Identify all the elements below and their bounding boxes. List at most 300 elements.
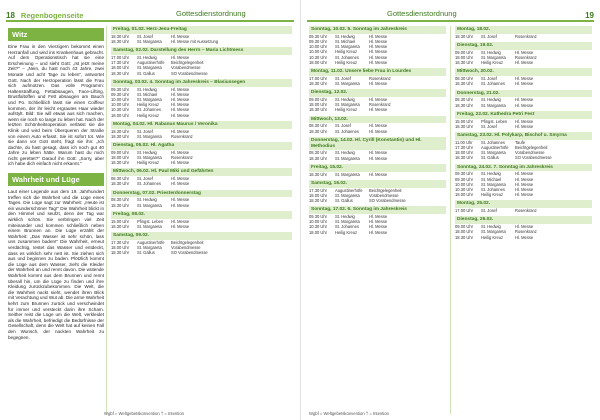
service-church: St. Margareta bbox=[137, 39, 162, 44]
day-heading: Mittwoch, 20.02. bbox=[455, 68, 592, 76]
service-church: St. Johannes bbox=[481, 187, 505, 193]
service-type: Hl. Messe bbox=[171, 128, 190, 134]
service-church: St. Margareta bbox=[335, 81, 360, 87]
service-church: St. Josef bbox=[335, 75, 351, 81]
service-church: St. Gallus bbox=[137, 70, 155, 76]
service-church: St. Margareta bbox=[481, 181, 506, 187]
service-type: Hl. Messe bbox=[171, 176, 190, 182]
service-type: Hl. Messe bbox=[369, 219, 388, 225]
service-church: Heilig Kreuz bbox=[335, 49, 358, 55]
service-church: St. Hedwig bbox=[481, 224, 501, 230]
day-heading: Sonntag, 17.02. 6. Sonntag im Jahreskreis bbox=[309, 206, 446, 214]
service-church: St. Margareta bbox=[137, 245, 162, 251]
service-type: Hl. Messe bbox=[171, 223, 190, 229]
day-heading: Montag, 25.02. bbox=[455, 200, 592, 208]
service-church: Augustinerhöfe bbox=[137, 60, 165, 66]
service-type: Hl. Messe bbox=[515, 81, 534, 87]
service-church: Heilig Kreuz bbox=[335, 59, 358, 65]
service-church: St. Josef bbox=[481, 208, 497, 214]
service-time: 18.00 Uhr bbox=[309, 192, 327, 198]
service-church: St. Margareta bbox=[335, 44, 360, 50]
service-time: 09.00 Uhr bbox=[309, 97, 327, 103]
service-type: SO Vorabendmesse bbox=[171, 70, 208, 76]
service-time: 17.30 Uhr bbox=[111, 239, 129, 245]
service-day bbox=[111, 121, 292, 139]
service-type: Hl. Messe bbox=[369, 59, 388, 65]
service-time: 18.00 Uhr bbox=[455, 229, 473, 235]
service-church: St. Margareta bbox=[481, 102, 506, 108]
service-type: Hl. Messe bbox=[369, 214, 388, 220]
service-time: 10.00 Uhr bbox=[309, 44, 327, 50]
service-church: St. Josef bbox=[137, 33, 153, 39]
service-church: St. Hedwig bbox=[335, 33, 355, 39]
service-type: Rosenkranz bbox=[515, 33, 537, 39]
service-type: Hl. Messe bbox=[515, 171, 534, 177]
day-heading: Dienstag, 19.02. bbox=[455, 42, 592, 50]
day-heading: Freitag, 08.02. bbox=[111, 211, 292, 219]
service-type: Rosenkranz bbox=[171, 155, 193, 161]
service-day bbox=[309, 180, 446, 203]
service-day bbox=[309, 68, 446, 86]
service-type: Hl. Messe bbox=[515, 224, 534, 230]
service-time: 18.30 Uhr bbox=[455, 155, 473, 161]
service-row bbox=[455, 124, 592, 129]
service-time: 18.30 Uhr bbox=[111, 223, 129, 229]
service-type: Hl. Messe bbox=[515, 60, 534, 66]
service-day bbox=[455, 111, 592, 129]
service-church: Heilig Kreuz bbox=[481, 60, 504, 66]
service-time: 17.00 Uhr bbox=[309, 75, 327, 81]
service-time: 18.30 Uhr bbox=[455, 81, 473, 87]
service-type: Hl. Messe bbox=[515, 76, 534, 82]
service-row bbox=[111, 203, 292, 208]
service-row bbox=[309, 129, 446, 134]
service-type: Rosenkranz bbox=[369, 102, 391, 108]
service-time: 10.30 Uhr bbox=[309, 224, 327, 230]
service-church: Heilig Kreuz bbox=[335, 107, 358, 113]
service-church: St. Johannes bbox=[481, 139, 505, 145]
service-day bbox=[455, 164, 592, 198]
service-time: 18.00 Uhr bbox=[111, 245, 129, 251]
service-type: Hl. Messe bbox=[171, 86, 190, 92]
service-church: St. Josef bbox=[481, 123, 497, 129]
service-church: St. Johannes bbox=[335, 54, 359, 60]
service-time: 18.00 Uhr bbox=[455, 55, 473, 60]
service-time: 18.30 Uhr bbox=[309, 155, 327, 161]
service-church: Heilig Kreuz bbox=[137, 160, 160, 166]
service-day bbox=[309, 89, 446, 112]
service-type: Hl. Messe bbox=[515, 176, 534, 182]
service-day bbox=[309, 137, 446, 161]
service-type: Hl. Messe bbox=[369, 229, 388, 235]
service-church: St. Josef bbox=[481, 76, 497, 82]
service-type: Hl. Messe bbox=[369, 33, 388, 39]
day-heading: Samstag, 16.02. bbox=[309, 180, 446, 188]
service-type: Hl. Messe bbox=[515, 123, 534, 129]
service-type: Hl. Messe bbox=[369, 49, 388, 55]
service-day bbox=[309, 206, 446, 235]
service-row bbox=[309, 230, 446, 235]
service-day bbox=[455, 26, 592, 39]
service-church: St. Margareta bbox=[335, 192, 360, 198]
service-church: St. Hedwig bbox=[335, 214, 355, 220]
service-time: 18.30 Uhr bbox=[455, 33, 473, 39]
service-time: 18.30 Uhr bbox=[455, 102, 473, 108]
service-time: 10.30 Uhr bbox=[111, 107, 129, 113]
service-time: 18.30 Uhr bbox=[309, 128, 327, 134]
day-heading: Dienstag, 26.02. bbox=[455, 216, 592, 224]
service-row bbox=[309, 172, 446, 177]
service-row bbox=[309, 60, 446, 65]
service-day bbox=[455, 68, 592, 86]
service-time: 18.30 Uhr bbox=[111, 128, 129, 134]
schedule-column bbox=[106, 26, 294, 414]
service-type: Hl. Messe bbox=[369, 107, 388, 113]
service-day bbox=[111, 47, 292, 76]
service-day bbox=[111, 168, 292, 186]
service-type: Hl. Messe bbox=[171, 149, 190, 155]
service-day bbox=[455, 42, 592, 65]
service-time: 17.30 Uhr bbox=[309, 187, 327, 193]
service-time: 09.00 Uhr bbox=[111, 149, 129, 155]
service-type: Vorabendmesse bbox=[171, 65, 201, 71]
service-type: Hl. Messe bbox=[171, 160, 190, 166]
service-type: Hl. Messe bbox=[369, 97, 388, 103]
service-church: St. Margareta bbox=[137, 133, 162, 139]
service-row bbox=[455, 192, 592, 197]
service-time: 18.30 Uhr bbox=[455, 123, 473, 129]
service-type: Hl. Messe bbox=[515, 187, 534, 193]
service-time: 09.30 Uhr bbox=[309, 214, 327, 220]
service-row bbox=[111, 250, 292, 255]
service-type: Taufe bbox=[515, 139, 526, 145]
service-church: St. Michael bbox=[481, 176, 502, 182]
service-time: 09.30 Uhr bbox=[455, 171, 473, 177]
day-heading: Dienstag, 05.02. Hl. Agatha bbox=[111, 142, 292, 150]
service-church: St. Hedwig bbox=[481, 97, 501, 103]
service-type: Hl. Messe bbox=[369, 81, 388, 87]
service-type: Rosenkranz bbox=[515, 55, 537, 60]
day-heading: Sonntag, 03.02. 4. Sonntag im Jahreskreis – Blasiussegen bbox=[111, 79, 292, 87]
service-row bbox=[455, 81, 592, 86]
service-type: Hl. Messe bbox=[369, 39, 388, 44]
service-time: 10.00 Uhr bbox=[111, 102, 129, 108]
service-row bbox=[309, 198, 446, 203]
day-heading: Donnerstag, 21.02. bbox=[455, 90, 592, 98]
day-heading: Sonntag, 24.02. 7. Sonntag im Jahreskreis bbox=[455, 164, 592, 172]
service-time: 10.00 Uhr bbox=[111, 97, 129, 103]
service-type: Hl. Messe bbox=[515, 234, 534, 240]
page-title: Gottesdienstordnung bbox=[176, 9, 246, 18]
service-church: St. Margareta bbox=[137, 97, 162, 103]
service-time: 08.30 Uhr bbox=[111, 176, 129, 182]
service-type: Hl. Messe bbox=[171, 112, 190, 118]
service-type: Hl. Messe bbox=[171, 197, 190, 203]
service-time: 10.00 Uhr bbox=[455, 181, 473, 187]
service-church: St. Margareta bbox=[335, 102, 360, 108]
service-type: SO Vorabendmesse bbox=[369, 198, 406, 204]
service-church: St. Josef bbox=[335, 123, 351, 129]
service-time: 15.00 Uhr bbox=[455, 118, 473, 124]
right-header bbox=[307, 0, 594, 22]
service-type: Hl. Messe bbox=[369, 171, 388, 177]
service-type: Beichtgelegenheit bbox=[369, 187, 402, 193]
service-type: Hl. Messe bbox=[515, 49, 534, 55]
service-church: St. Johannes bbox=[335, 224, 359, 230]
service-row bbox=[111, 160, 292, 165]
service-type: Hl. Messe bbox=[369, 128, 388, 134]
service-church: St. Margareta bbox=[335, 219, 360, 225]
witz-text: Eine Frau in den Vierzigern bekommt einen Herzanfall und wird ins Krankenhaus gebracht. Auf dem Operationstisch hat sie eine Erscheinung – und sieht Gott: „Ist jetzt meine Zeit?" – „Nein, du hast noch 43 Jahre, zwei Monate und acht Tage zu leben", antwortet Gott. Nach der Herzoperation lässt die Frau sich aufmotzen. Das volle Programm: Haltenstraffung, Fettabsaugen, Face-Lifting, Brustfaltoffen und Fett absaugen am Bauch und Po. Schließlich lässt sie einen Coiffeur kommen, der ihr leicht ergrautes Haar wieder aufstylt. Bild: Sie will etwas aus sich machen, wenn sie noch so lange zu leben hat. Nach der letzten Schönheitsoperation verlässt sie die Klinik und wird beim Überqueren der Straße von einem Auto erfasst. Sie ist sofort tot. Wie sie dann vor Gott steht, fragt sie ihn: „Ich dachte, du hast gesagt, dass ich noch gut 40 Jahre zu leben hätte. Warum hast du mich nicht gerettet?" Darauf ihn Gott: „Sorry, aber ich habe dich einfach nicht erkannt." bbox=[8, 44, 104, 167]
service-time: 17.00 Uhr bbox=[111, 55, 129, 60]
service-church: St. Hedwig bbox=[137, 86, 157, 92]
service-row bbox=[309, 107, 446, 112]
service-church: St. Margareta bbox=[335, 155, 360, 161]
service-church: St. Josef bbox=[137, 176, 153, 182]
service-type: Hl. Messe bbox=[171, 202, 190, 208]
service-time: 18.30 Uhr bbox=[455, 60, 473, 66]
service-type: Hl. Messe bbox=[369, 44, 388, 50]
day-heading: Freitag, 22.02. Kathedra Petri Fest bbox=[455, 111, 592, 119]
service-type: Hl. Messe bbox=[369, 54, 388, 60]
service-row bbox=[455, 208, 592, 213]
service-time: 08.30 Uhr bbox=[309, 150, 327, 156]
service-row bbox=[111, 134, 292, 139]
day-heading: Samstag, 09.02. bbox=[111, 232, 292, 240]
service-church: St. Josef bbox=[481, 33, 497, 39]
service-type: Hl. Messe bbox=[171, 33, 190, 39]
service-time: 18.30 Uhr bbox=[111, 160, 129, 166]
schedule-column bbox=[450, 26, 594, 414]
day-heading: Montag, 18.02. bbox=[455, 26, 592, 34]
service-type: Hl. Messe bbox=[171, 97, 190, 103]
service-time: 18.00 Uhr bbox=[309, 102, 327, 108]
service-type: SO Vorabendmesse bbox=[515, 155, 552, 161]
service-time: 18.00 Uhr bbox=[309, 59, 327, 65]
service-type: Rosenkranz bbox=[515, 208, 537, 214]
service-row bbox=[111, 71, 292, 76]
service-day bbox=[111, 26, 292, 44]
service-church: St. Margareta bbox=[137, 65, 162, 71]
service-time: 11.00 Uhr bbox=[455, 139, 473, 145]
service-type: Hl. Messe bbox=[515, 97, 534, 103]
day-heading: Montag, 11.02. Unsere liebe Frau in Lourdes bbox=[309, 68, 446, 76]
service-day bbox=[309, 164, 446, 177]
service-type: Beichtgelegenheit bbox=[515, 145, 548, 151]
service-church: St. Johannes bbox=[335, 128, 359, 134]
service-church: St. Johannes bbox=[481, 81, 505, 87]
day-heading: Freitag, 15.02. bbox=[309, 164, 446, 172]
service-church: St. Johannes bbox=[137, 107, 161, 113]
service-time: 10.00 Uhr bbox=[309, 49, 327, 55]
service-time: 09.30 Uhr bbox=[309, 33, 327, 39]
service-time: 08.30 Uhr bbox=[455, 97, 473, 103]
page-number: 18 bbox=[6, 11, 15, 20]
service-day bbox=[111, 232, 292, 255]
service-church: St. Gallus bbox=[481, 155, 499, 161]
article-column bbox=[6, 26, 106, 414]
service-church: St. Hedwig bbox=[137, 55, 157, 60]
service-time: 09.30 Uhr bbox=[111, 91, 129, 97]
service-church: Heilig Kreuz bbox=[137, 102, 160, 108]
brand-name: Regenbogenseite bbox=[20, 11, 84, 20]
service-time: 17.30 Uhr bbox=[111, 60, 129, 66]
service-row bbox=[111, 39, 292, 44]
service-church: Augustinerhöfe bbox=[137, 239, 165, 245]
service-type: Hl. Messe bbox=[171, 218, 190, 224]
service-church: Pfingst. Leben bbox=[137, 218, 164, 224]
footer-note: Wgbf = Weltgebetskonvention † = Intention bbox=[104, 411, 185, 416]
service-type: Vorabendmesse bbox=[515, 150, 545, 156]
service-church: St. Josef bbox=[137, 128, 153, 134]
service-type: Rosenkranz bbox=[171, 133, 193, 139]
service-time: 18.30 Uhr bbox=[111, 33, 129, 39]
service-time: 09.00 Uhr bbox=[455, 49, 473, 55]
service-time: 18.30 Uhr bbox=[309, 81, 327, 87]
service-church: St. Hedwig bbox=[137, 149, 157, 155]
service-day bbox=[111, 142, 292, 165]
service-church: St. Margareta bbox=[137, 223, 162, 229]
wahrheit-heading: Wahrheit und Lüge bbox=[8, 173, 104, 186]
day-heading: Freitag, 01.02. Herz-Jesu-Freitag bbox=[111, 26, 292, 34]
service-time: 18.30 Uhr bbox=[111, 39, 129, 44]
service-time: 18.30 Uhr bbox=[111, 250, 129, 256]
service-church: St. Margareta bbox=[481, 150, 506, 156]
service-time: 17.30 Uhr bbox=[455, 145, 473, 151]
service-day bbox=[111, 79, 292, 118]
service-time: 18.30 Uhr bbox=[111, 70, 129, 76]
service-type: SO Vorabendmesse bbox=[171, 250, 208, 256]
day-heading: Mittwoch, 13.02. bbox=[309, 116, 446, 124]
service-time: 09.30 Uhr bbox=[111, 86, 129, 92]
service-time: 18.00 Uhr bbox=[455, 150, 473, 156]
service-church: St. Hedwig bbox=[481, 171, 501, 177]
service-church: St. Hedwig bbox=[335, 150, 355, 156]
service-row bbox=[111, 224, 292, 229]
service-time: 10.30 Uhr bbox=[309, 54, 327, 60]
service-time: 18.30 Uhr bbox=[111, 181, 129, 187]
service-row bbox=[455, 60, 592, 65]
service-church: Heilig Kreuz bbox=[481, 192, 504, 198]
wahrheit-text: Laut einer Legende aus dem 19. Jahrhundert treffen sich die Wahrheit und die Lüge eines Tages. Die Lüge sagt zur Wahrheit: „Heute ist ein wunderschöner Tag!" Die Wahrheit blickt in den Himmel und seufzt, denn der Tag war wirklich schön. Sie verbringen viel Zeit miteinander und kommen schließlich neben einem Brunnen an. Die Lüge erzählt der Wahrheit: „Das Wasser ist sehr schön, lass uns zusammen baden!" Die Wahrheit, erneut verdächtig, testet das Wasser und entdeckt, dass es wirklich sehr nett ist. Sie ziehen sich aus und beginnen zu baden. Plötzlich kommt die Lüge aus dem Wasser, zieht die Kleider der Wahrheit an und rennt davon. Die wütende Wahrheit kommt aus dem Brunnen und rennt überall hin, um die Lüge zu finden und ihre Kleidung zurückzubekommen. Die Welt, die die Wahrheit nackt sieht, wendet ihren Blick mit Verachtung und Wut ab. Die arme Wahrheit kehrt zum Brunnen zurück und verschwindet für immer und versteckt darin ihre Scham. Seither reist die Lüge um die Welt, verkleidet als die Wahrheit, befriedigt die Bedürfnisse der Gesellschaft, denn die Welt hat auf keinen Fall den Wunsch, der nackten Wahrheit zu begegnen. bbox=[8, 189, 105, 340]
service-time: 18.30 Uhr bbox=[111, 202, 129, 208]
service-church: St. Gallus bbox=[335, 198, 353, 204]
day-heading: Sonntag, 10.02. 5. Sonntag im Jahreskreis bbox=[309, 26, 446, 34]
service-church: St. Gallus bbox=[137, 250, 155, 256]
service-day bbox=[455, 90, 592, 108]
service-day bbox=[309, 116, 446, 134]
service-time: 09.00 Uhr bbox=[455, 224, 473, 230]
right-page bbox=[300, 0, 600, 420]
service-type: Hl. Messe bbox=[369, 123, 388, 129]
service-type: Hl. Messe bbox=[515, 192, 534, 198]
service-row bbox=[455, 235, 592, 240]
service-type: Hl. Messe bbox=[369, 155, 388, 161]
day-heading: Donnerstag, 14.02. Hl. Cyrill (Konstantin) und Hl. Methodius bbox=[309, 137, 446, 151]
service-time: 09.30 Uhr bbox=[455, 176, 473, 182]
service-time: 08.30 Uhr bbox=[309, 123, 327, 129]
service-time: 18.30 Uhr bbox=[455, 234, 473, 240]
day-heading: Samstag, 02.02. Darstellung des Herrn – Maria Lichtmess bbox=[111, 47, 292, 55]
schedule-column bbox=[307, 26, 450, 414]
service-church: St. Margareta bbox=[481, 55, 506, 60]
service-type: Beichtgelegenheit bbox=[171, 239, 204, 245]
service-type: Hl. Messe bbox=[171, 107, 190, 113]
service-church: Heilig Kreuz bbox=[137, 112, 160, 118]
service-time: 18.30 Uhr bbox=[309, 198, 327, 204]
service-time: 18.30 Uhr bbox=[309, 171, 327, 177]
service-time: 18.00 Uhr bbox=[111, 155, 129, 161]
footer-note: Wgbf = Weltgebetskonvention † = Intention bbox=[309, 411, 390, 416]
service-time: 09.30 Uhr bbox=[309, 39, 327, 44]
service-row bbox=[455, 155, 592, 160]
service-type: Hl. Messe bbox=[171, 55, 190, 60]
service-church: Heilig Kreuz bbox=[481, 234, 504, 240]
service-time: 18.00 Uhr bbox=[111, 112, 129, 118]
service-day bbox=[111, 190, 292, 208]
service-time: 17.00 Uhr bbox=[455, 208, 473, 214]
service-time: 18.30 Uhr bbox=[111, 133, 129, 139]
service-time: 08.30 Uhr bbox=[455, 76, 473, 82]
service-day bbox=[455, 132, 592, 161]
service-day bbox=[455, 216, 592, 239]
service-church: Augustinerhöfe bbox=[481, 145, 509, 151]
day-heading: Donnerstag, 07.02. Priesterdonnerstag bbox=[111, 190, 292, 198]
service-time: 10.00 Uhr bbox=[309, 219, 327, 225]
service-type: Vorabendmesse bbox=[171, 245, 201, 251]
service-church: St. Margareta bbox=[335, 171, 360, 177]
service-time: 10.30 Uhr bbox=[455, 187, 473, 193]
service-time: 18.00 Uhr bbox=[111, 65, 129, 71]
service-day bbox=[455, 200, 592, 213]
left-header bbox=[6, 0, 294, 22]
service-type: Beichtgelegenheit bbox=[171, 60, 204, 66]
service-church: St. Michael bbox=[137, 91, 158, 97]
service-church: St. Johannes bbox=[137, 181, 161, 187]
service-type: Hl. Messe bbox=[171, 181, 190, 187]
service-type: Hl. Messe bbox=[369, 224, 388, 230]
service-church: St. Michael bbox=[335, 39, 356, 44]
page-title: Gottesdienstordnung bbox=[387, 9, 457, 18]
service-row bbox=[111, 181, 292, 186]
service-church: St. Margareta bbox=[137, 202, 162, 208]
service-day bbox=[309, 26, 446, 65]
day-heading: Montag, 04.02. Hl. Rabanus Maurus / Veronika bbox=[111, 121, 292, 129]
day-heading: Samstag, 23.02. Hl. Polykarp, Bischof u. Smyrna bbox=[455, 132, 592, 140]
service-church: St. Margareta bbox=[137, 155, 162, 161]
service-time: 08.30 Uhr bbox=[111, 197, 129, 203]
service-type: Vorabendmesse bbox=[369, 192, 399, 198]
service-type: Hl. Messe bbox=[515, 118, 534, 124]
service-church: St. Hedwig bbox=[481, 49, 501, 55]
service-church: Heilig Kreuz bbox=[335, 229, 358, 235]
service-type: Hl. Messe bbox=[171, 91, 190, 97]
service-row bbox=[455, 103, 592, 108]
service-church: St. Hedwig bbox=[335, 97, 355, 103]
service-time: 18.30 Uhr bbox=[309, 107, 327, 113]
service-time: 18.00 Uhr bbox=[455, 192, 473, 198]
service-type: Hl. Messe bbox=[515, 181, 534, 187]
service-type: Rosenkranz bbox=[515, 229, 537, 235]
service-row bbox=[455, 34, 592, 39]
service-church: St. Margareta bbox=[481, 229, 506, 235]
service-type: Hl. Messe bbox=[171, 102, 190, 108]
service-type: Rosenkranz bbox=[369, 75, 391, 81]
service-row bbox=[309, 156, 446, 161]
service-church: Augustinerhöfe bbox=[335, 187, 363, 193]
service-row bbox=[111, 113, 292, 118]
service-type: Hl. Messe mit Aussetzung bbox=[171, 39, 219, 44]
